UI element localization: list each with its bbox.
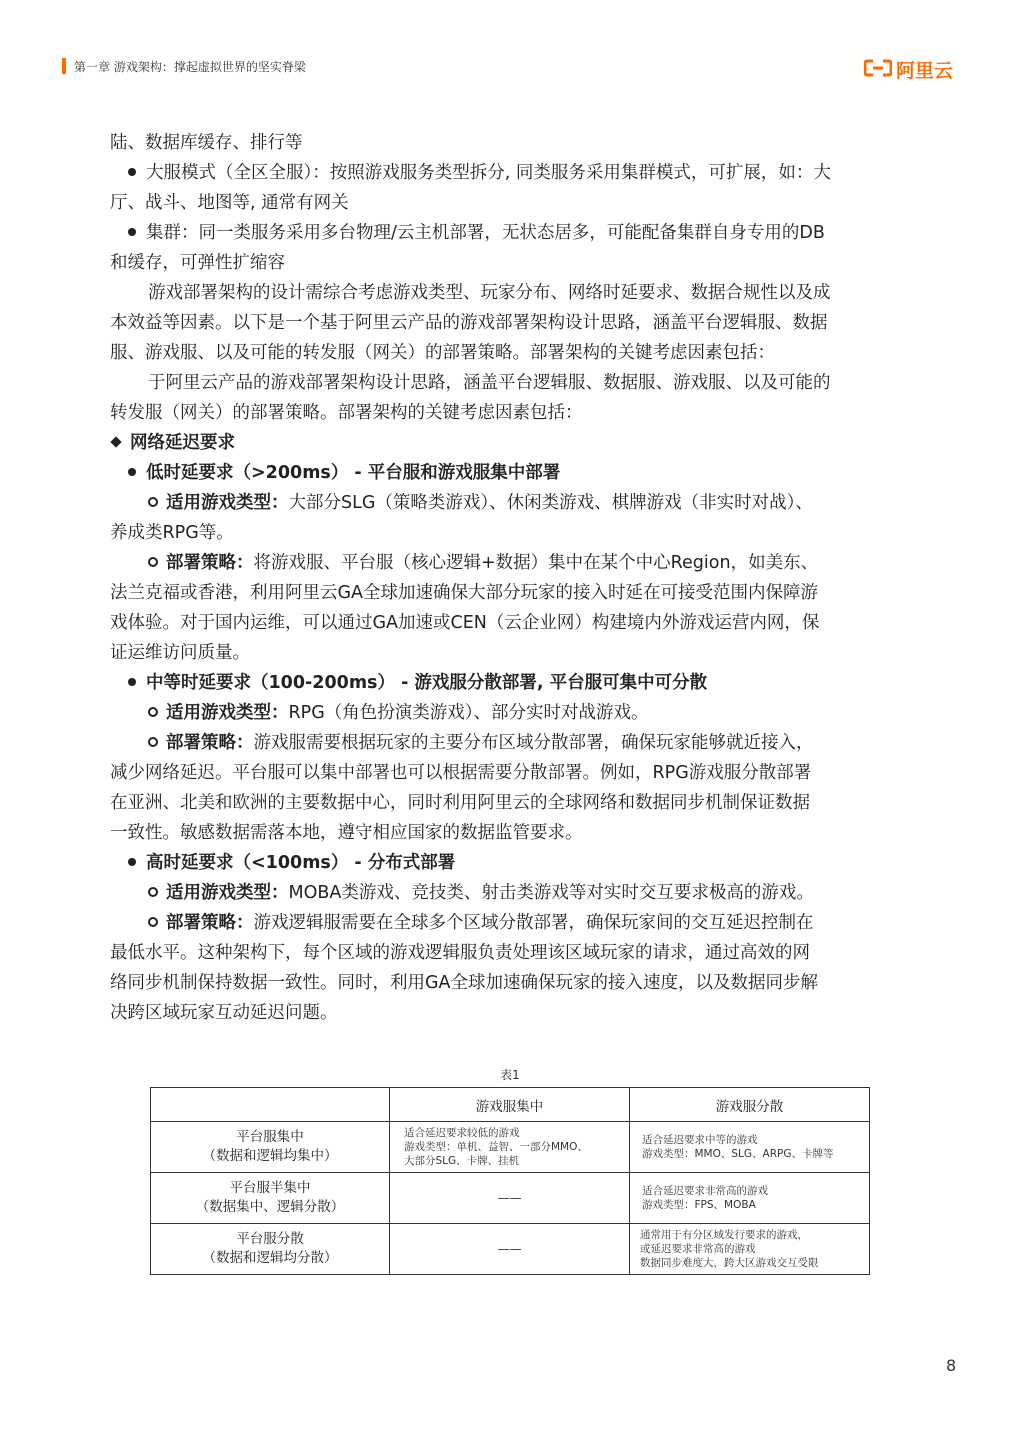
- table-cell: [630, 1224, 870, 1275]
- row-header-subtitle: （数据和逻辑均分散）: [202, 1250, 338, 1266]
- ring-bullet-icon: [148, 557, 158, 567]
- table-caption: 表1: [500, 1068, 520, 1082]
- item-text: 将游戏服、平台服（核心逻辑+数据）集中在某个中心Region，如美东、: [253, 553, 819, 573]
- item-text: 大部分SLG（策略类游戏）、休闲类游戏、棋牌游戏（非实时对战）、: [288, 493, 813, 513]
- table-cell: [630, 1122, 870, 1173]
- sub-bullet-item: [110, 548, 910, 578]
- cell-line: 游戏类型：FPS、MOBA: [642, 1199, 756, 1211]
- bullet-dot-icon: [128, 168, 136, 176]
- sub-bullet-item: [110, 698, 910, 728]
- row-header: [151, 1173, 390, 1224]
- header-accent-bar: [62, 58, 66, 74]
- sub-bullet-item: [110, 488, 910, 518]
- row-header-subtitle: （数据和逻辑均集中）: [202, 1148, 338, 1164]
- row-header-subtitle: （数据集中、逻辑分散）: [195, 1199, 345, 1215]
- paragraph-line: 络同步机制保持数据一致性。同时，利用GA全球加速确保玩家的接入速度，以及数据同步解: [110, 973, 819, 993]
- table-cell: [390, 1122, 630, 1173]
- bullet-text: 大服模式（全区全服）：按照游戏服务类型拆分, 同类服务采用集群模式，可扩展，如：大: [146, 163, 831, 183]
- paragraph-line: 养成类RPG等。: [110, 523, 234, 543]
- cell-line: 数据同步难度大，跨大区游戏交互受限: [640, 1257, 819, 1269]
- diamond-bullet-icon: [110, 436, 121, 447]
- item-label: 部署策略：: [166, 733, 254, 753]
- paragraph-line: 陆、数据库缓存、排行等: [110, 133, 303, 153]
- paragraph-line: 决跨区域玩家互动延迟问题。: [110, 1003, 338, 1023]
- paragraph-line: 法兰克福或香港，利用阿里云GA全球加速确保大部分玩家的接入时延在可接受范围内保障游: [110, 583, 819, 603]
- paragraph-line: 本效益等因素。以下是一个基于阿里云产品的游戏部署架构设计思路，涵盖平台逻辑服、数据: [110, 313, 828, 333]
- chapter-title: 第一章 游戏架构：撑起虚拟世界的坚实脊梁: [74, 60, 306, 74]
- bullet-dot-icon: [128, 858, 136, 866]
- item-text: RPG（角色扮演类游戏）、部分实时对战游戏。: [288, 703, 649, 723]
- paragraph-line: 和缓存，可弹性扩缩容: [110, 253, 285, 273]
- main-content: [110, 128, 910, 1028]
- subsection-heading-text: 中等时延要求（100-200ms） - 游戏服分散部署, 平台服可集中可分散: [146, 673, 708, 693]
- item-label: 适用游戏类型：: [166, 883, 289, 903]
- subsection-heading-text: 高时延要求（<100ms） - 分布式部署: [146, 853, 456, 873]
- table-header-row: [151, 1088, 870, 1122]
- item-label: 部署策略：: [166, 553, 254, 573]
- cell-line: 适合延迟要求非常高的游戏: [642, 1185, 768, 1197]
- row-header-title: 平台服集中: [236, 1129, 304, 1145]
- table-cell-empty: ——: [390, 1173, 630, 1224]
- section-heading: [110, 428, 910, 458]
- row-header: [151, 1122, 390, 1173]
- item-text: 游戏服需要根据玩家的主要分布区域分散部署，确保玩家能够就近接入，: [253, 733, 814, 753]
- paragraph-line: 游戏部署架构的设计需综合考虑游戏类型、玩家分布、网络时延要求、数据合规性以及成: [148, 283, 831, 303]
- cell-line: 游戏类型：单机、益智、一部分MMO、: [404, 1141, 588, 1153]
- section-heading-text: 网络延迟要求: [130, 433, 235, 453]
- paragraph-line: 服、游戏服、以及可能的转发服（网关）的部署策略。部署架构的关键考虑因素包括：: [110, 343, 775, 363]
- deployment-table: [150, 1087, 870, 1275]
- alibaba-cloud-logo: [862, 56, 962, 80]
- table-cell-empty: ——: [390, 1224, 630, 1275]
- paragraph-line: 转发服（网关）的部署策略。部署架构的关键考虑因素包括：: [110, 403, 583, 423]
- paragraph-line: 于阿里云产品的游戏部署架构设计思路，涵盖平台逻辑服、数据服、游戏服、以及可能的: [148, 373, 831, 393]
- table-row: [151, 1122, 870, 1173]
- ring-bullet-icon: [148, 917, 158, 927]
- ring-bullet-icon: [148, 497, 158, 507]
- paragraph-line: 一致性。敏感数据需落本地，遵守相应国家的数据监管要求。: [110, 823, 583, 843]
- table-corner-cell: [151, 1088, 390, 1122]
- row-header: [151, 1224, 390, 1275]
- bullet-dot-icon: [128, 468, 136, 476]
- subsection-heading: [110, 848, 910, 878]
- paragraph-line: 证运维访问质量。: [110, 643, 250, 663]
- ring-bullet-icon: [148, 887, 158, 897]
- alibaba-cloud-logo-icon: [864, 59, 892, 77]
- item-text: MOBA类游戏、竞技类、射击类游戏等对实时交互要求极高的游戏。: [288, 883, 814, 903]
- cell-line: 游戏类型：MMO、SLG、ARPG、卡牌等: [642, 1148, 834, 1160]
- paragraph-line: 减少网络延迟。平台服可以集中部署也可以根据需要分散部署。例如，RPG游戏服分散部署: [110, 763, 812, 783]
- paragraph-line: 在亚洲、北美和欧洲的主要数据中心，同时利用阿里云的全球网络和数据同步机制保证数据: [110, 793, 810, 813]
- cell-line: 适合延迟要求中等的游戏: [642, 1134, 758, 1146]
- cell-line: 或延迟要求非常高的游戏: [640, 1243, 756, 1255]
- paragraph-line: 最低水平。这种架构下，每个区域的游戏逻辑服负责处理该区域玩家的请求，通过高效的网: [110, 943, 810, 963]
- ring-bullet-icon: [148, 707, 158, 717]
- table-row: [151, 1173, 870, 1224]
- cell-line: 适合延迟要求较低的游戏: [404, 1127, 520, 1139]
- column-header: 游戏服集中: [390, 1088, 630, 1122]
- sub-bullet-item: [110, 908, 910, 938]
- row-header-title: 平台服分散: [236, 1231, 304, 1247]
- column-header: 游戏服分散: [630, 1088, 870, 1122]
- bullet-item: [110, 158, 910, 188]
- item-label: 部署策略：: [166, 913, 254, 933]
- item-label: 适用游戏类型：: [166, 703, 289, 723]
- item-text: 游戏逻辑服需要在全球多个区域分散部署，确保玩家间的交互延迟控制在: [253, 913, 814, 933]
- subsection-heading: [110, 458, 910, 488]
- bullet-item: [110, 218, 910, 248]
- table-cell: [630, 1173, 870, 1224]
- bullet-dot-icon: [128, 678, 136, 686]
- cell-line: 大部分SLG、卡牌、挂机: [404, 1155, 520, 1167]
- subsection-heading-text: 低时延要求（>200ms） - 平台服和游戏服集中部署: [146, 463, 561, 483]
- sub-bullet-item: [110, 728, 910, 758]
- bullet-text: 集群：同一类服务采用多台物理/云主机部署，无状态居多，可能配备集群自身专用的DB: [146, 223, 825, 243]
- paragraph-line: 戏体验。对于国内运维，可以通过GA加速或CEN（云企业网）构建境内外游戏运营内网，保: [110, 613, 820, 633]
- sub-bullet-item: [110, 878, 910, 908]
- logo-text: 阿里云: [896, 60, 954, 82]
- subsection-heading: [110, 668, 910, 698]
- paragraph-line: 厅、战斗、地图等, 通常有网关: [110, 193, 349, 213]
- page-number: 8: [946, 1356, 957, 1375]
- bullet-dot-icon: [128, 228, 136, 236]
- ring-bullet-icon: [148, 737, 158, 747]
- row-header-title: 平台服半集中: [229, 1180, 311, 1196]
- table-row: [151, 1224, 870, 1275]
- cell-line: 通常用于有分区域发行要求的游戏，: [640, 1229, 808, 1241]
- item-label: 适用游戏类型：: [166, 493, 289, 513]
